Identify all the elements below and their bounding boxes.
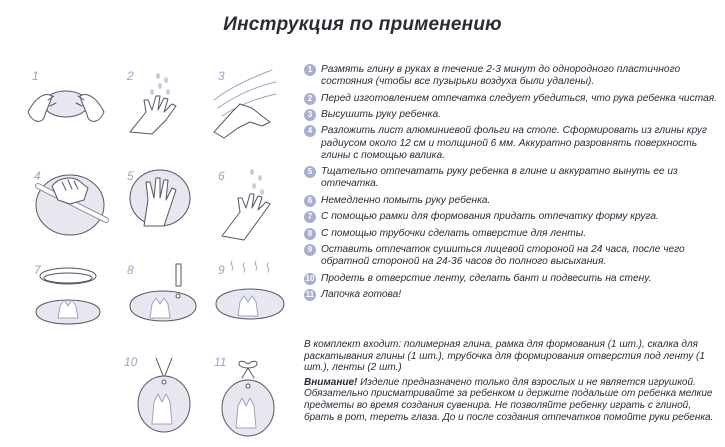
step-number: 6 [304,195,316,207]
illustration-3 [214,69,276,138]
step-text: Перед изготовлением отпечатка следует убедиться, что рука ребенка чистая. [321,92,718,104]
step-item [304,273,722,285]
step-text: С помощью трубочки сделать отверстие для ленты. [321,227,587,239]
step-text: Высушить руку ребенка. [321,108,441,120]
step-text: Оставить отпечаток сушиться лицевой стороной на 24 часа, после чего обратной стороной на 24-36 часов до полного высыхания. [321,243,685,268]
step-item [304,211,722,223]
illustration-label: 10 [124,355,138,369]
step-number: 2 [304,93,316,105]
step-text: Разложить лист алюминиевой фольги на столе. Сформировать из глины круг радиусом около 12 см и толщиной 6 мм. Аккуратно разровнять поверхность глины с помощью валика. [321,125,708,161]
instruction-illustrations [0,0,300,447]
illustration-2 [126,69,176,134]
step-item [304,244,722,268]
notes-block [304,339,722,426]
warning-label: Внимание! [304,376,358,388]
illustration-1 [28,69,104,121]
step-number: 7 [304,211,316,223]
page-title: Инструкция по применению [223,14,502,35]
step-item [304,93,722,105]
illustration-9 [216,261,284,319]
step-text: Тщательно отпечатать руку ребенка в глине и аккуратно вынуть ее из отпечатка. [321,166,678,190]
illustration-7 [34,263,100,324]
illustration-8 [127,263,196,321]
step-text: С помощью рамки для формования придать отпечатку форму круга. [321,211,659,223]
step-text: Размять глину в руках в течение 2-3 минут до однородного пластичного состояния (чтобы все пузырьки воздуха были удалены). [321,64,681,88]
step-number: 1 [304,64,316,76]
step-number: 10 [305,273,315,283]
illustration-4 [34,169,106,235]
kit-contents: В комплект входит: полимерная глина, рамка для формования (1 шт.), скалка для раскатывания глины (1 шт.), трубочка для формирования отверстия под ленту (1 шт.), ленты (2 шт.) [304,339,705,374]
illustration-label: 11 [214,355,227,369]
illustration-label: 2 [127,69,134,83]
illustration-label: 5 [127,169,134,183]
warning-text: Изделие предназначено только для взрослых и не является игрушкой. Обязательно присматривайте за ребенком и держите подальше от ребенка мелкие предметы во время создания сувенира. Не позволяйте ребенку играть с глиной, брать в рот, тереть глаза. До и после создания отпечатков помойте руки ребенка. [304,376,714,423]
steps-list [304,64,722,305]
illustration-label: 3 [218,69,225,83]
illustration-label: 1 [32,69,39,83]
step-number: 3 [304,109,316,121]
illustration-label: 9 [218,263,225,277]
step-item [304,289,722,301]
illustration-11 [214,355,274,436]
step-item [304,125,722,162]
illustration-label: 7 [34,263,41,277]
step-item [304,166,722,190]
step-number: 9 [304,244,316,256]
step-text: Продеть в отверстие ленту, сделать бант и подвесить на стену. [321,272,652,284]
step-text: Лапочка готова! [321,288,402,300]
illustration-10 [124,355,190,432]
step-item [304,64,722,88]
step-item [304,109,722,121]
illustration-5 [127,169,190,226]
illustration-6 [218,169,270,240]
step-item [304,228,722,240]
illustration-label: 8 [127,263,134,277]
step-number: 11 [305,289,315,299]
illustration-label: 6 [218,169,225,183]
illustration-label: 4 [34,169,41,183]
step-number: 5 [304,166,316,178]
step-text: Немедленно помыть руку ребенка. [321,194,491,206]
step-number: 8 [304,228,316,240]
step-number: 4 [304,125,316,137]
warning-paragraph [304,377,722,423]
step-item [304,195,722,207]
